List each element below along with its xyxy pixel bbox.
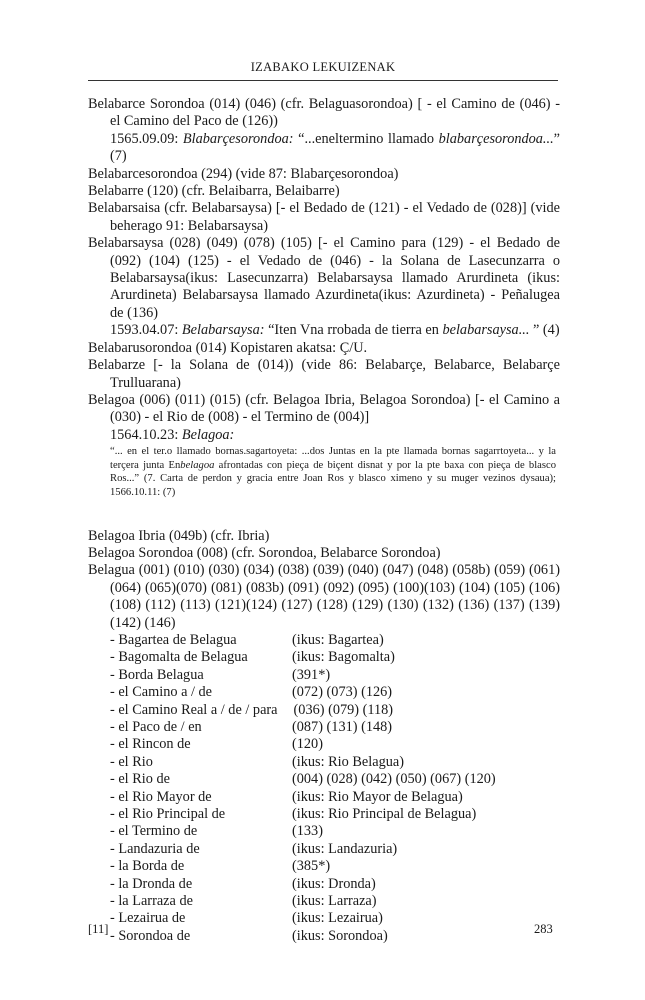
subentry-key: - Bagomalta de Belagua [110, 649, 248, 666]
entry-belagoa: Belagoa (006) (011) (015) (cfr. Belagoa Ibria, Belagoa Sorondoa) [- el Camino a (030) - el Rio de (008) - el Termino de (004)] [88, 391, 560, 426]
quote-italic: belagoa [180, 459, 215, 471]
subentry-list [88, 632, 560, 945]
subentry [88, 823, 560, 840]
entry-belagoa-sorondoa: Belagoa Sorondoa (008) (cfr. Sorondoa, Belabarce Sorondoa) [88, 544, 441, 561]
entry-belabarcesorondoa: Belabarcesorondoa (294) (vide 87: Blabarçesorondoa) [88, 165, 399, 182]
subentry-key: - el Paco de / en [110, 718, 202, 735]
subentry [88, 841, 560, 858]
subentry [88, 806, 560, 823]
citation-source: ” (4) [529, 322, 560, 339]
citation-term: Belagoa: [181, 426, 235, 443]
subentry-key: - Lezairua de [110, 910, 186, 927]
citation-date: 1593.04.07: [110, 322, 179, 339]
page-number: 283 [534, 922, 553, 936]
subentry-value: (ikus: Bagartea) [292, 631, 384, 648]
subentry [88, 789, 560, 806]
spacer [88, 500, 560, 528]
subentry [88, 649, 560, 666]
subentry-value: (ikus: Rio Belagua) [292, 753, 404, 770]
subentry-value: (ikus: Lezairua) [292, 910, 383, 927]
subentry [88, 684, 560, 701]
page-body [88, 96, 560, 945]
subentry-value: (072) (073) (126) [292, 684, 393, 701]
subentry [88, 858, 560, 875]
subentry-key: - el Rincon de [110, 736, 191, 753]
running-header: IZABAKO LEKUIZENAK [250, 60, 396, 74]
citation-quote: “...eneltermino llamado [298, 130, 435, 147]
subentry-key: - la Larraza de [110, 893, 193, 910]
subentry-key: - Landazuria de [110, 840, 200, 857]
citation-source: ” (7) [110, 130, 561, 165]
subentry-value: (087) (131) (148) [292, 718, 393, 735]
subentry-key: - el Camino a / de [110, 684, 213, 701]
subentry-key: - el Rio Principal de [110, 806, 226, 822]
subentry-value: (036) (079) (118) [293, 701, 394, 718]
subentry-key: - el Camino Real a / de / para [110, 701, 278, 718]
subentry-value: (ikus: Sorondoa) [292, 927, 388, 944]
subentry-value: (ikus: Rio Principal de Belagua) [292, 806, 477, 822]
subentry-key: - el Rio [110, 753, 153, 770]
quote-text: “... en el ter.o llamado bornas.sagartoyeta: ...dos Juntas en la pte llamada bornas sagarrtoyeta... y la terçera junta En [110, 446, 556, 471]
entry-belabarsaysa: Belabarsaysa (028) (049) (078) (105) [- el Camino para (129) - el Bedado de (092) (104) (125) - el Vedado de (046) - la Solana de Lasecunzarra o Belabarsaysa(ikus: Lasecunzarra) Belabarsaysa llamado Arurdineta (ikus: Arurdineta) Belabarsaysa llamado Azurdineta(ikus: Azurdineta) - Peñalugea de (136) [88, 235, 560, 321]
subentry [88, 893, 560, 910]
subentry [88, 771, 560, 788]
subentry-value: (ikus: Rio Mayor de Belagua) [292, 788, 463, 805]
quote-text: afrontadas con pieça de biçent disnat y por la pte baxa con pieça de blasco Ros...” (7. Carta de perdon y gracia entre Joan Ros y blasco ximeno y su muger vezinos dysaua); 1566.10.11: (7) [110, 459, 556, 498]
subentry [88, 632, 560, 649]
citation-quote-italic: belabarsaysa... [442, 322, 530, 339]
subentry-value: (ikus: Bagomalta) [292, 649, 395, 666]
entry-belabarze: Belabarze [- la Solana de (014)) (vide 86: Belabarçe, Belabarce, Belabarçe Trulluarana) [88, 357, 560, 391]
block-quote [110, 445, 556, 499]
subentry [88, 736, 560, 753]
subentry-key: - la Borda de [110, 858, 185, 875]
subentry [88, 702, 560, 719]
subentry-key: - la Dronda de [110, 875, 193, 892]
subentry-value: (004) (028) (042) (050) (067) (120) [292, 771, 496, 788]
entry-belabarusorondoa: Belabarusorondoa (014) Kopistaren akatsa: Ç/U. [88, 339, 368, 356]
entry-belabarsaisa: Belabarsaisa (cfr. Belabarsaysa) [- el Bedado de (121) - el Vedado de (028)] (vide beherago 91: Belabarsaysa) [88, 200, 560, 234]
subentry-key: - el Rio de [110, 771, 170, 788]
subentry-key: - Borda Belagua [110, 666, 204, 683]
page-section-number: [11] [88, 922, 109, 936]
subentry-value: (ikus: Landazuria) [292, 840, 398, 857]
subentry [88, 876, 560, 893]
header-rule [88, 80, 558, 81]
subentry-key: - Bagartea de Belagua [110, 631, 237, 648]
subentry [88, 719, 560, 736]
subentry [88, 754, 560, 771]
entry-citation [88, 427, 560, 444]
entry-belagua: Belagua (001) (010) (030) (034) (038) (039) (040) (047) (048) (058b) (059) (061) (064) (065)(070) (081) (083b) (091) (092) (095) (100)(103) (104) (105) (106) (108) (112) (113) (121)(124) (127) (128) (129) (130) (132) (136) (137) (139) (142) (146) [88, 562, 560, 631]
subentry-value: (133) [292, 823, 323, 840]
subentry-key: - el Rio Mayor de [110, 788, 212, 805]
subentry [88, 928, 560, 945]
citation-date: 1565.09.09: [110, 130, 179, 147]
subentry-key: - el Termino de [110, 823, 198, 840]
subentry-key: - Sorondoa de [110, 927, 191, 944]
citation-date: 1564.10.23: [110, 426, 179, 443]
entry-citation [88, 322, 560, 339]
citation-quote-italic: blabarçesorondoa... [438, 130, 554, 147]
subentry-value: (385*) [292, 858, 331, 875]
entry-citation [88, 131, 560, 166]
citation-term: Belabarsaysa: [181, 322, 265, 339]
entry-belagoa-ibria: Belagoa Ibria (049b) (cfr. Ibria) [88, 527, 270, 544]
subentry-value: (ikus: Larraza) [292, 893, 377, 910]
subentry-value: (120) [292, 736, 323, 753]
subentry [88, 910, 560, 927]
subentry-value: (391*) [292, 666, 331, 683]
entry-belabarre: Belabarre (120) (cfr. Belaibarra, Belaibarre) [88, 183, 340, 200]
subentry [88, 667, 560, 684]
subentry-value: (ikus: Dronda) [292, 875, 376, 892]
citation-term: Blabarçesorondoa: [182, 130, 294, 147]
entry-belabarce-sorondoa: Belabarce Sorondoa (014) (046) (cfr. Belaguasorondoa) [ - el Camino de (046) - el Camino del Paco de (126)) [88, 96, 560, 130]
citation-quote: “Iten Vna rrobada de tierra en [268, 322, 439, 339]
